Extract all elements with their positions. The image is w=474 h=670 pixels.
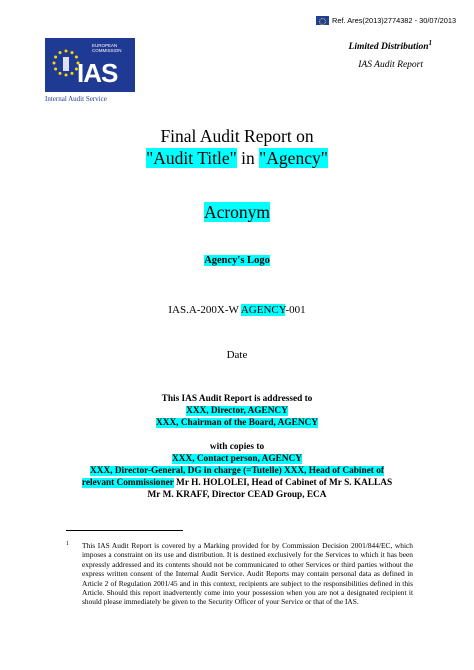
copy-director-general: XXX, Director-General, [90, 466, 188, 476]
footnote-ref-marker: 1 [428, 39, 432, 47]
addressee-chairman: XXX, Chairman of the Board, AGENCY [156, 418, 318, 428]
logo-ias-text: IAS [77, 58, 118, 88]
agency-placeholder: "Agency" [259, 148, 328, 168]
logo-ec-text [92, 44, 122, 54]
ias-logo [45, 38, 141, 108]
reference-suffix: -001 [285, 304, 306, 316]
limited-distribution [349, 39, 432, 52]
reference-stamp [316, 16, 456, 25]
copy-dg-in-charge: DG in charge (=Tutelle) [187, 466, 282, 476]
copy-hololei: Mr H. HOLOLEI, Head of Cabinet of Mr S. KALLAS [173, 478, 393, 488]
logo-background [45, 38, 135, 92]
logo-ec-line2: COMMISSION [92, 47, 122, 53]
copy-contact-person: XXX, Contact person, AGENCY [172, 454, 302, 464]
addressee-line1 [0, 407, 474, 416]
audit-title-placeholder: "Audit Title" [146, 148, 237, 168]
copy-line1 [0, 455, 474, 464]
addressed-intro: This IAS Audit Report is addressed to [161, 394, 313, 404]
doc-type-label: IAS Audit Report [358, 60, 423, 70]
copy-line2 [0, 467, 474, 476]
reference-stamp-text: Ref. Ares(2013)2774382 - 30/07/2013 [332, 16, 457, 25]
date-placeholder: Date [226, 349, 248, 361]
reference-prefix: IAS.A-200X-W [168, 304, 241, 316]
acronym-placeholder [0, 202, 474, 223]
eu-flag-icon [316, 16, 329, 25]
reference-agency: AGENCY [240, 304, 286, 316]
agency-logo-text: Agency's Logo [204, 255, 270, 266]
title-connector: in [236, 148, 260, 168]
footnote-marker: 1 [66, 541, 69, 547]
report-reference-number [0, 304, 474, 316]
report-title-line2 [0, 148, 474, 169]
copy-head-of-cabinet: XXX, Head of Cabinet of [281, 466, 384, 476]
report-title-line1: Final Audit Report on [160, 126, 314, 146]
copy-line3 [0, 479, 474, 488]
logo-ec-line1: EUROPEAN [92, 43, 118, 48]
footnote-separator [66, 530, 183, 531]
addressee-director: XXX, Director, AGENCY [186, 406, 288, 416]
footnote-text: This IAS Audit Report is covered by a Marking provided for by Commission Decision 2001/844/EC, which imposes a constraint on its use and distribution. It is destined exclusively for the Services to which it has been expressly addressed and its contents should not be communicated to other Services or third parties without the express written consent of the Internal Audit Service. Audit Reports may contain personal data as defined in Article 2 of Regulation 2001/45 and in this context, recipients are subject to the responsibilities defined in this Article. Should this report inadvertently come into your possession when you are not a designated recipient it should please immediately be given to the Security Officer of your Service or that of the IAS. [82, 541, 413, 607]
acronym-text: Acronym [203, 202, 271, 222]
limited-distribution-label: Limited Distribution [348, 42, 429, 53]
copy-line4: Mr M. KRAFF, Director CEAD Group, ECA [147, 490, 327, 500]
agency-logo-placeholder [0, 255, 474, 266]
copies-intro: with copies to [209, 442, 265, 452]
addressee-line2 [0, 419, 474, 428]
copy-relevant-commissioner: relevant Commissioner [81, 478, 174, 488]
logo-caption: Internal Audit Service [45, 95, 107, 103]
